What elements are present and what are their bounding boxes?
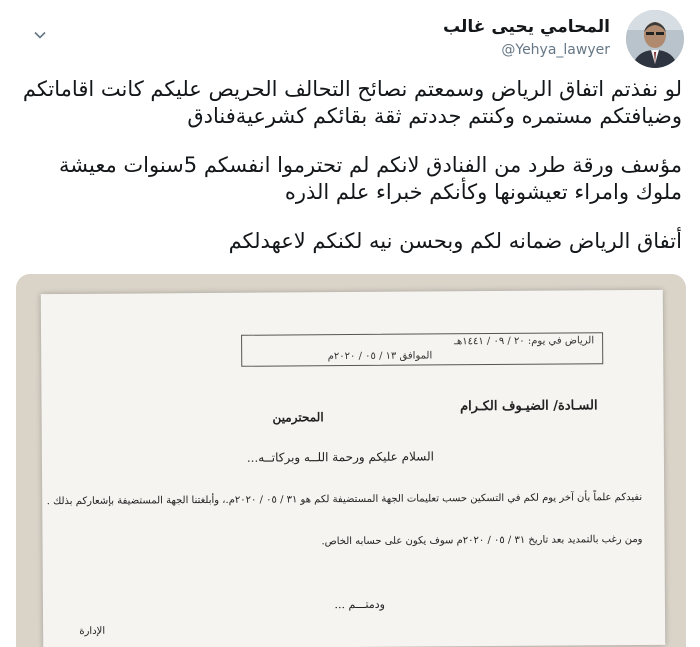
letter-date-hijri: الرياض في يوم: ٢٠ / ٠٩ / ١٤٤١هـ (453, 335, 595, 348)
chevron-down-icon-glyph (33, 28, 47, 42)
tweet-paragraph: مؤسف ورقة طرد من الفنادق لانكم لم تحترموا انفسكم 5سنوات معيشة ملوك وامراء تعيشونها وكأنكم خبراء علم الذره (58, 153, 682, 204)
letter-date-gregorian: الموافق ١٣ / ٠٥ / ٢٠٢٠م (327, 350, 433, 363)
tweet-media-photo[interactable] (16, 274, 686, 647)
tweet-paragraph: لو نفذتم اتفاق الرياض وسمعتم نصائح التحالف الحريص عليكم كانت اقاماتكم وضيافتكم مستمره وكنتم جددتم ثقة بقائكم كشرعيةفنادق (22, 77, 682, 128)
letter-date-box (241, 332, 603, 367)
letter-signature: الإدارة (79, 625, 106, 637)
display-name[interactable]: المحامي يحيى غالب (443, 17, 610, 37)
letter-body-paragraph: ومن رغب بالتمديد بعد تاريخ ٣١ / ٠٥ / ٢٠٢٠م سوف يكون على حسابه الخاص. (321, 533, 643, 548)
letter-respected: المحترمين (272, 410, 324, 425)
letter-closing: ودمتـــم ... (334, 597, 385, 612)
tweet-text (18, 76, 682, 255)
user-handle[interactable]: @Yehya_lawyer (501, 42, 610, 58)
scanned-letter (41, 290, 665, 647)
tweet-paragraph: أتفاق الرياض ضمانه لكم وبحسن نيه لكنكم لاعهدلكم (228, 229, 682, 253)
tweet-header (16, 10, 684, 70)
chevron-down-icon[interactable] (30, 28, 50, 48)
letter-greeting: السلام عليكم ورحمة اللــه وبركاتــه... (246, 449, 434, 465)
avatar-image (626, 10, 684, 68)
letter-salutation: السـادة/ الضيـوف الكـرام (459, 398, 598, 415)
letter-body-paragraph: نفيدكم علماً بأن آخر يوم لكم في التسكين حسب تعليمات الجهة المستضيفة لكم هو ٣١ / ٠٥ / ٢٠٢٠م.، وأبلغتنا الجهة المستضيفة بإشعاركم بذلك . (46, 491, 643, 508)
avatar[interactable] (626, 10, 684, 68)
author-names (443, 16, 610, 60)
